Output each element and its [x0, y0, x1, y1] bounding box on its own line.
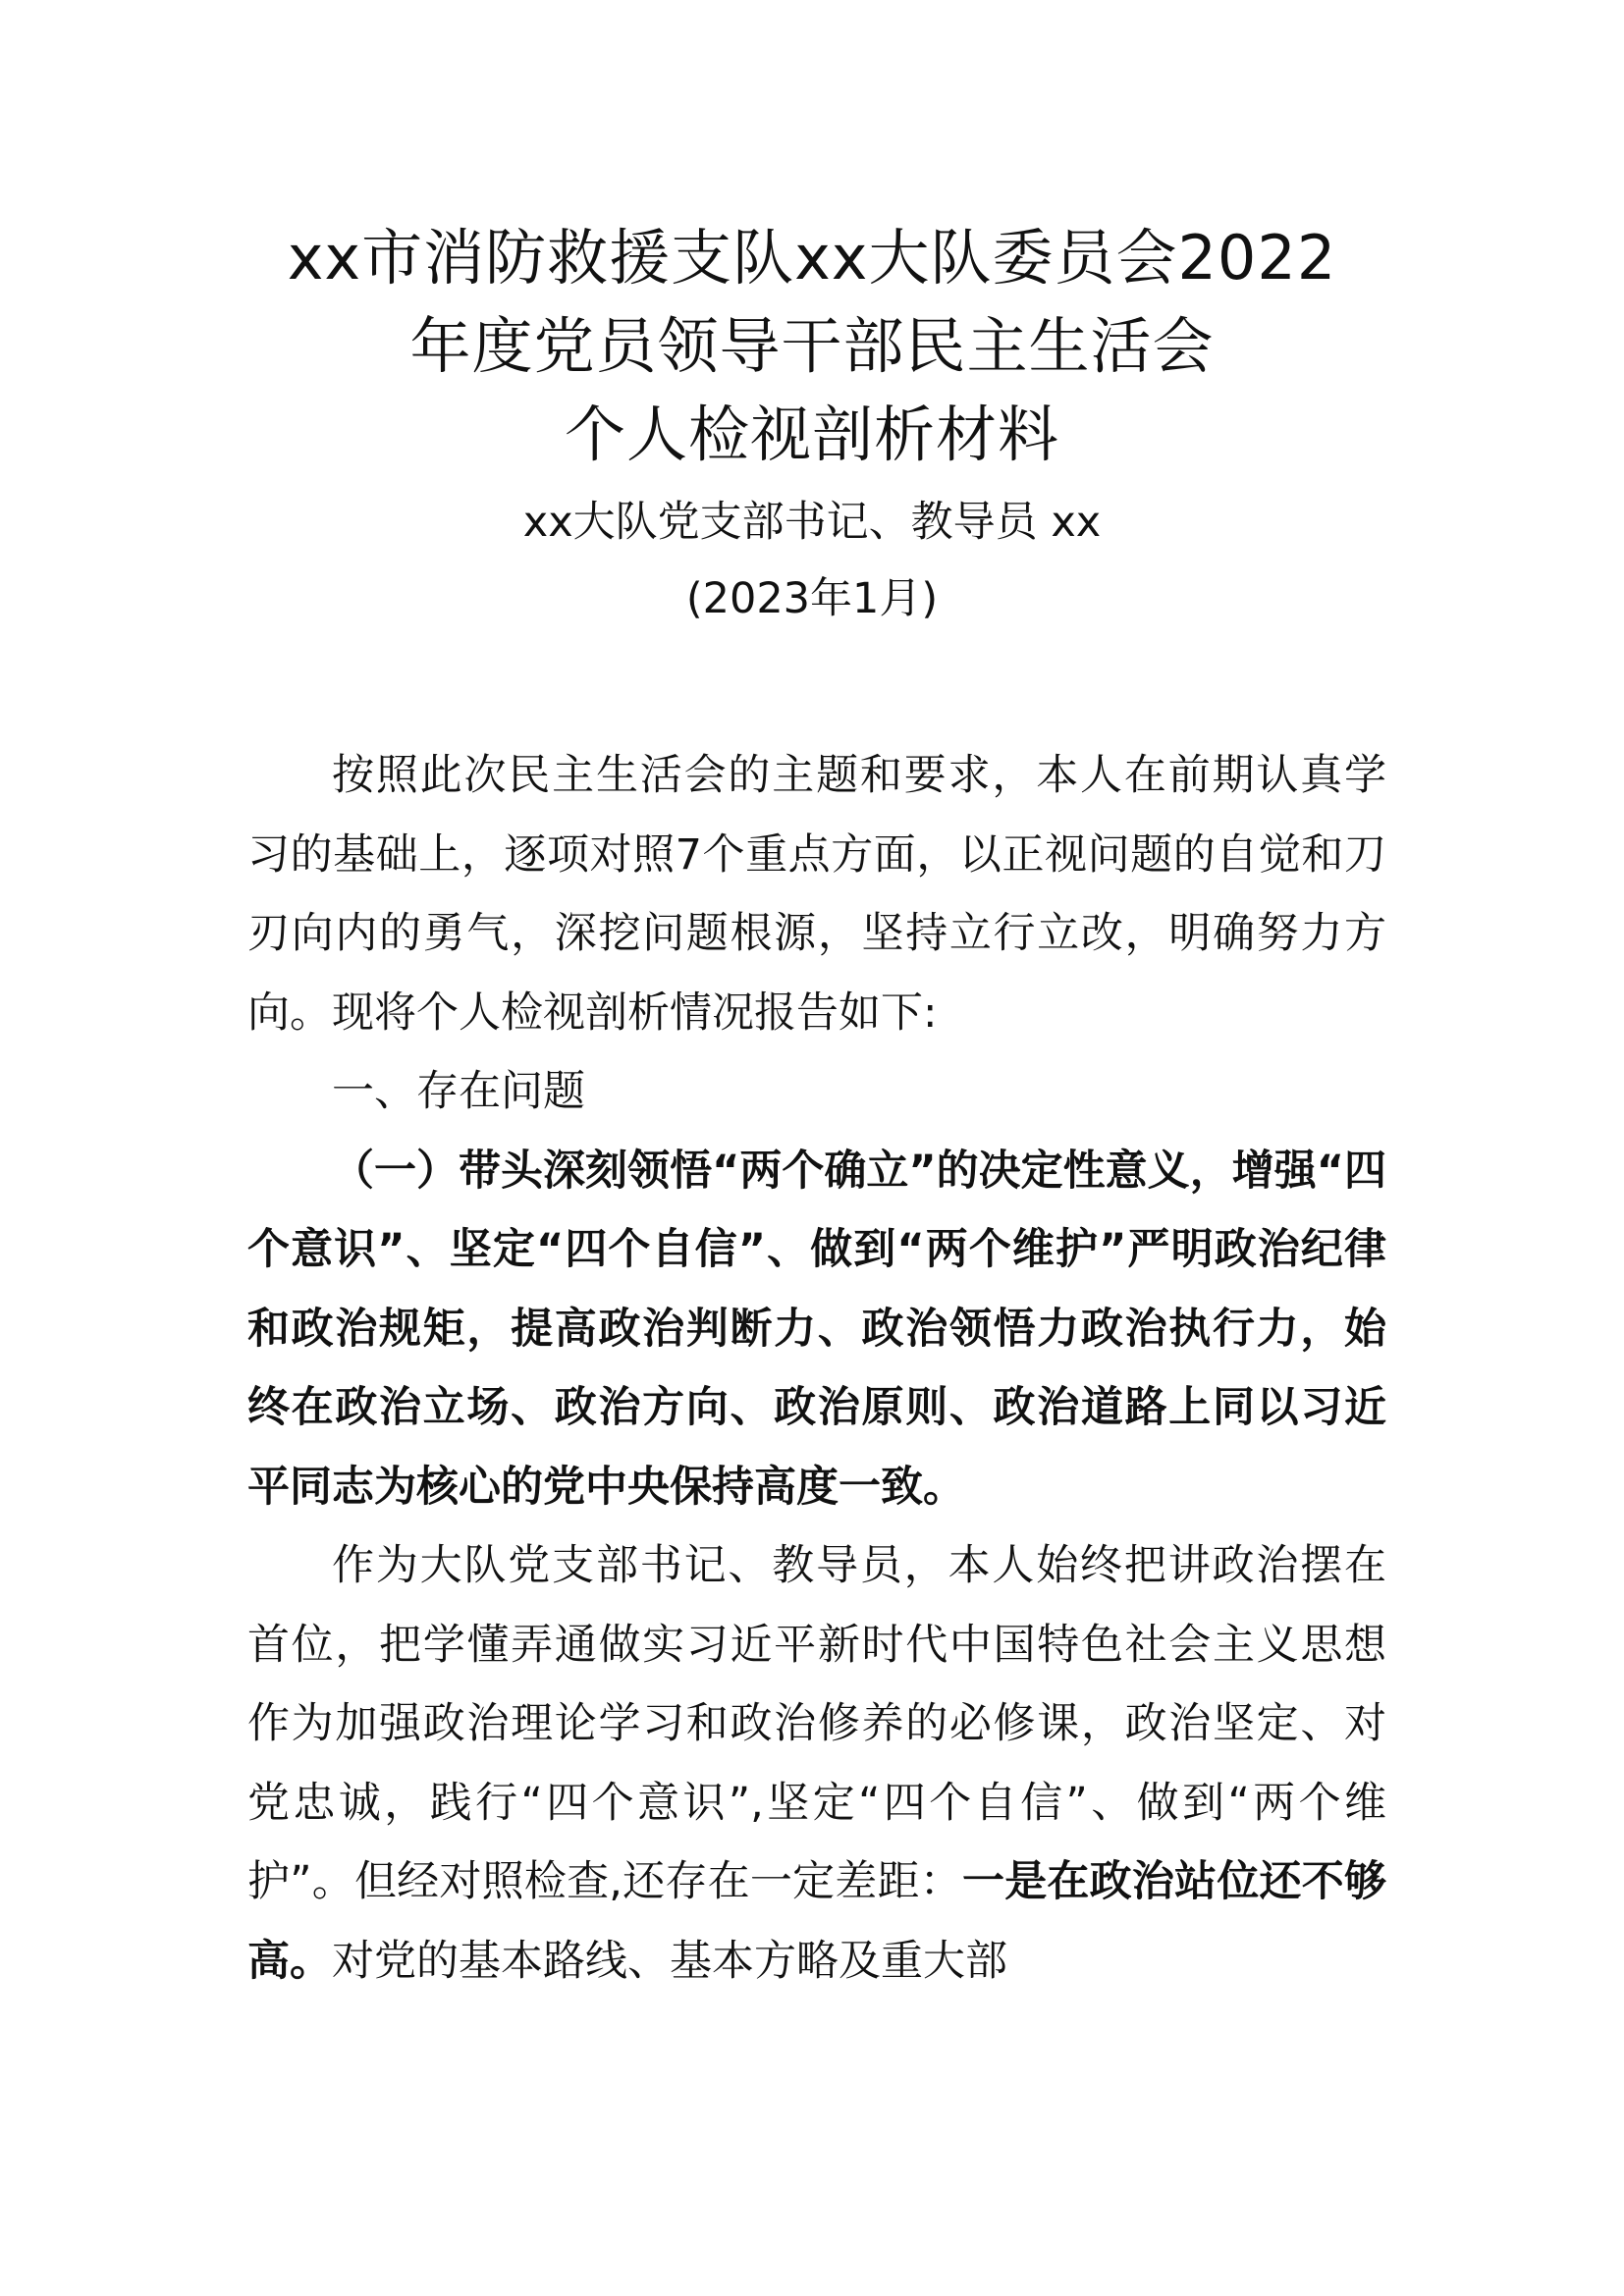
date-line: (2023年1月) [685, 574, 939, 623]
intro-paragraph: 按照此次民主生活会的主题和要求，本人在前期认真学习的基础上，逐项对照7个重点方面，以正视问题的自觉和刀刃向内的勇气，深挖问题根源，坚持立行立改，明确努力方向。现将个人检视剖析情况报告如下: [247, 751, 1386, 1038]
body-paragraph [247, 1526, 1386, 2001]
body-paragraph-tail: 对党的基本路线、基本方略及重大部 [332, 1936, 1007, 1986]
body-paragraph-text: 作为大队党支部书记、教导员，本人始终把讲政治摆在首位，把学懂弄通做实习近平新时代中国特色社会主义思想作为加强政治理论学习和政治修养的必修课，政治坚定、对党忠诚，践行“四个意识”,坚定“四个自信”、做到“两个维护”。但经对照检查,还存在一定差距： [247, 1541, 1386, 1906]
title-line-3: 个人检视剖析材料 [564, 399, 1059, 470]
section-heading-problems: 一、存在问题 [332, 1067, 585, 1116]
title-line-2: 年度党员领导干部民主生活会 [409, 310, 1215, 382]
body-paragraph-bold: 一是在政治站位还不够高。 [247, 1857, 1386, 1986]
document-title [0, 214, 1624, 479]
subsection-heading-1: （一）带头深刻领悟“两个确立”的决定性意义，增强“四个意识”、坚定“四个自信”、做到“两个维护”严明政治纪律和政治规矩，提高政治判断力、政治领悟力政治执行力，始终在政治立场、政治方向、政治原则、政治道路上同以习近平同志为核心的党中央保持高度一致。 [247, 1146, 1386, 1512]
title-line-1: xx市消防救援支队xx大队委员会2022 [287, 222, 1337, 294]
document-body [247, 736, 1386, 2001]
author-line: xx大队党支部书记、教导员 xx [522, 498, 1102, 547]
